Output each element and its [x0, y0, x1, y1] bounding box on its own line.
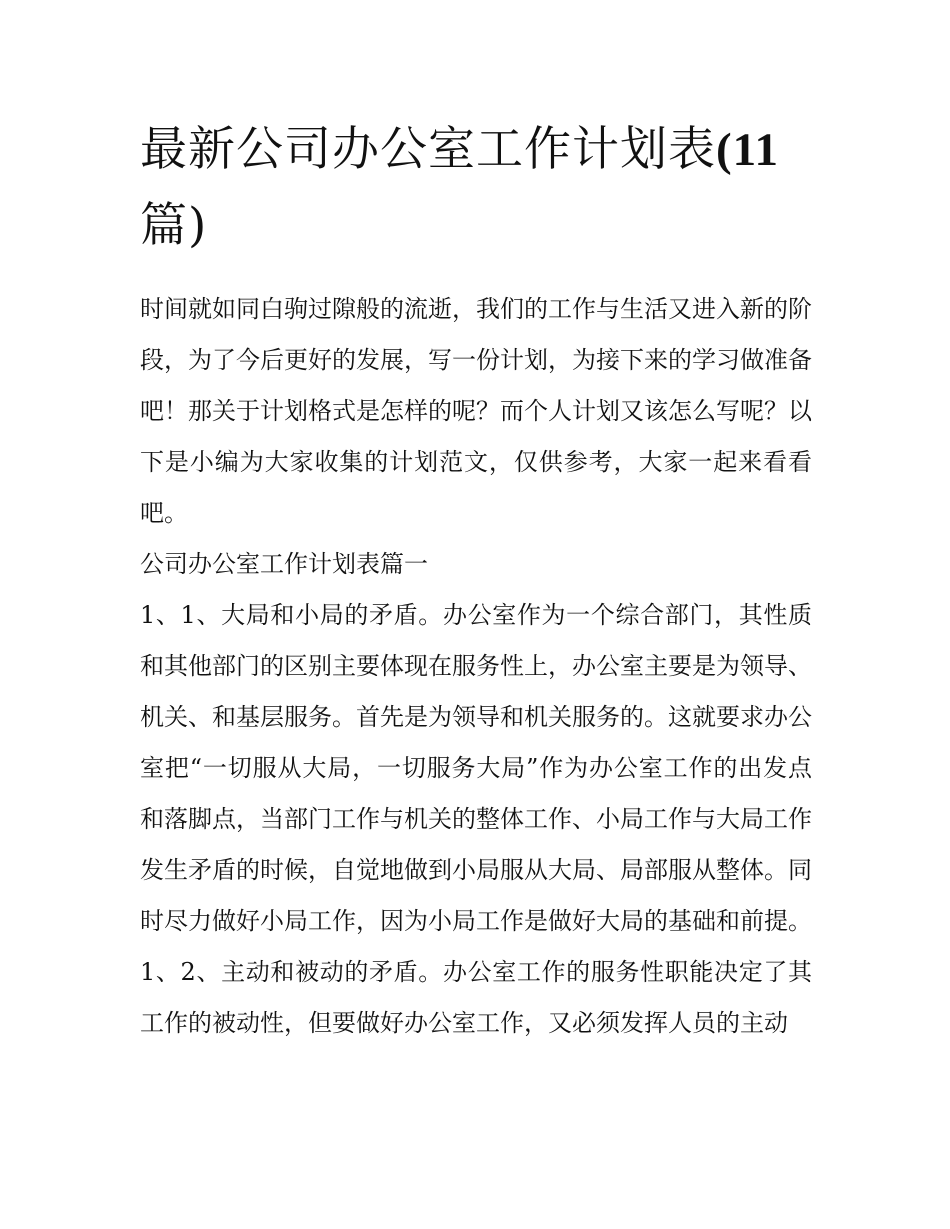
- title-line2: 篇): [140, 198, 208, 253]
- body-paragraph: 1、1、大局和小局的矛盾。办公室作为一个综合部门，其性质和其他部门的区别主要体现在服务性上，办公室主要是为领导、机关、和基层服务。首先是为领导和机关服务的。这就要求办公室把“一切服从大局，一切服务大局”作为办公室工作的出发点和落脚点，当部门工作与机关的整体工作、小局工作与大局工作发生矛盾的时候，自觉地做到小局服从大局、局部服从整体。同时尽力做好小局工作，因为小局工作是做好大局的基础和前提。: [140, 601, 812, 935]
- title-suffix: (11: [716, 124, 780, 176]
- intro-paragraph: 时间就如同白驹过隙般的流逝，我们的工作与生活又进入新的阶段，为了今后更好的发展，写一份计划，为接下来的学习做准备吧！那关于计划格式是怎样的呢？而个人计划又该怎么写呢？以下是小编为大家收集的计划范文，仅供参考，大家一起来看看吧。: [140, 295, 812, 527]
- body-paragraph: 1、2、主动和被动的矛盾。办公室工作的服务性职能决定了其工作的被动性，但要做好办公室工作，又必须发挥人员的主动: [140, 958, 812, 1037]
- title-text: 最新公司办公室工作计划表: [140, 122, 716, 177]
- document-page: [140, 112, 812, 1049]
- document-title: [140, 112, 812, 264]
- section-heading: 公司办公室工作计划表篇一: [140, 550, 428, 578]
